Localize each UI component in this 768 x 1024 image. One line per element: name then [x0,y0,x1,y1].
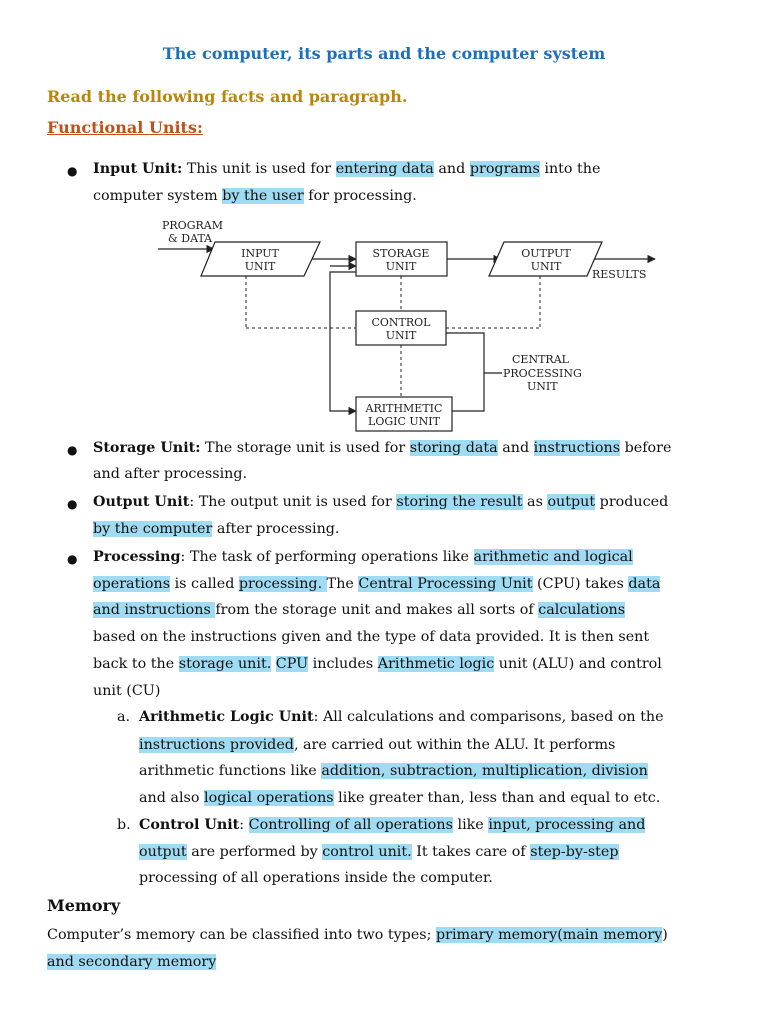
text: It takes care of [411,844,531,860]
text: : The task of performing operations like [180,549,474,565]
highlight: CPU [275,656,309,672]
storage-unit-term: Storage Unit: [93,440,201,456]
text: is called [170,576,239,592]
text: for processing. [303,188,417,204]
highlight: processing. [238,576,327,592]
highlight: programs [469,161,540,177]
highlight: arithmetic and logical [473,549,633,565]
highlight: addition, subtraction, multiplication, division [321,763,648,779]
cu-line-3: processing of all operations inside the computer. [139,870,493,886]
highlight: and instructions [93,602,216,618]
storage-unit-line-2: and after processing. [93,466,248,482]
text: and [433,161,470,177]
memory-heading: Memory [47,896,121,915]
processing-line-4: based on the instructions given and the type of data provided. It is then sent [93,629,650,645]
text: : The output unit is used for [189,494,397,510]
processing-line-1 [93,547,633,567]
highlight: control unit. [322,844,412,860]
text: produced [595,494,669,510]
label-arithmetic: ARITHMETIC [365,402,443,415]
highlight: by the user [222,188,304,204]
alu-line-1 [139,707,664,727]
input-unit-line-2 [93,186,417,206]
text: back to the [93,656,179,672]
text: : [239,817,249,833]
memory-line-1 [47,925,668,945]
text: The storage unit is used for [200,440,410,456]
processing-line-5 [93,654,662,674]
alu-line-2 [139,735,615,755]
label-cpu-unit: UNIT [527,380,558,393]
text: and [497,440,534,456]
text: The [326,576,359,592]
text: computer system [93,188,223,204]
bullet-icon: ● [67,552,78,566]
label-control: CONTROL [371,316,431,329]
highlight: output [139,844,187,860]
label-processing: PROCESSING [503,367,582,380]
highlight: by the computer [93,521,213,537]
highlight: and secondary memory [47,954,217,970]
label-control-unit: UNIT [385,329,417,342]
output-unit-line-1 [93,492,668,512]
highlight: storing data [409,440,498,456]
highlight: storing the result [396,494,523,510]
highlight: Controlling of all operations [248,817,453,833]
label-output: OUTPUT [521,247,571,260]
text: and also [139,790,205,806]
processing-line-3 [93,600,625,620]
processing-line-6: unit (CU) [93,683,161,699]
text: arithmetic functions like [139,763,322,779]
highlight: operations [93,576,171,592]
label-central: CENTRAL [512,353,569,366]
label-logic-unit: LOGIC UNIT [368,415,440,428]
highlight: output [547,494,596,510]
text: unit (ALU) and control [494,656,662,672]
highlight: step-by-step [530,844,619,860]
page-title: The computer, its parts and the computer system [162,44,606,63]
text: , are carried out within the ALU. It performs [293,737,616,753]
alu-term: Arithmetic Logic Unit [139,709,314,725]
text: from the storage unit and makes all sorts of [215,602,539,618]
processing-term: Processing [93,549,181,565]
highlight: calculations [538,602,626,618]
label-input-unit: UNIT [244,260,276,273]
input-unit-line-1 [93,159,600,179]
highlight: Central Processing Unit [358,576,533,592]
text: Computer’s memory can be classified into two types; [47,927,436,943]
output-unit-term: Output Unit [93,494,190,510]
highlight: instructions provided [139,737,294,753]
highlight: Arithmetic logic [377,656,495,672]
highlight: logical operations [204,790,334,806]
text: as [522,494,548,510]
text: are performed by [186,844,323,860]
text: includes [308,656,378,672]
text: before [620,440,672,456]
highlight: input, processing and [488,817,646,833]
highlight: entering data [335,161,434,177]
highlight: storage unit. [178,656,272,672]
cu-term: Control Unit [139,817,240,833]
read-heading: Read the following facts and paragraph. [47,87,408,106]
memory-line-2 [47,952,216,972]
highlight: data [628,576,661,592]
cu-line-2 [139,842,619,862]
alu-line-4 [139,788,660,808]
label-output-unit: UNIT [530,260,562,273]
text: into the [539,161,601,177]
text: (CPU) takes [532,576,629,592]
input-unit-term: Input Unit: [93,161,183,177]
highlight: primary memory(main memory [436,927,663,943]
label-input: INPUT [241,247,279,260]
label-storage: STORAGE [372,247,430,260]
text: after processing. [212,521,340,537]
bullet-icon: ● [67,443,78,457]
text: : All calculations and comparisons, based on the [313,709,664,725]
label-storage-unit: UNIT [385,260,417,273]
label-results: RESULTS [592,268,647,281]
cu-line-1 [139,815,645,835]
label-data: & DATA [168,232,213,245]
storage-alu-loop [330,272,356,411]
functional-units-heading: Functional Units: [47,118,203,137]
text: like [452,817,489,833]
text: This unit is used for [182,161,336,177]
output-unit-line-2 [93,519,339,539]
bullet-icon: ● [67,164,78,178]
storage-unit-line-1 [93,438,671,458]
text: like greater than, less than and equal to etc. [333,790,661,806]
list-marker-a: a. [117,709,131,725]
highlight: instructions [533,440,621,456]
list-marker-b: b. [117,817,131,833]
processing-line-2 [93,574,660,594]
bullet-icon: ● [67,497,78,511]
functional-units-diagram [150,212,670,434]
label-program: PROGRAM [162,219,223,232]
text: ) [662,927,668,943]
alu-line-3 [139,761,648,781]
